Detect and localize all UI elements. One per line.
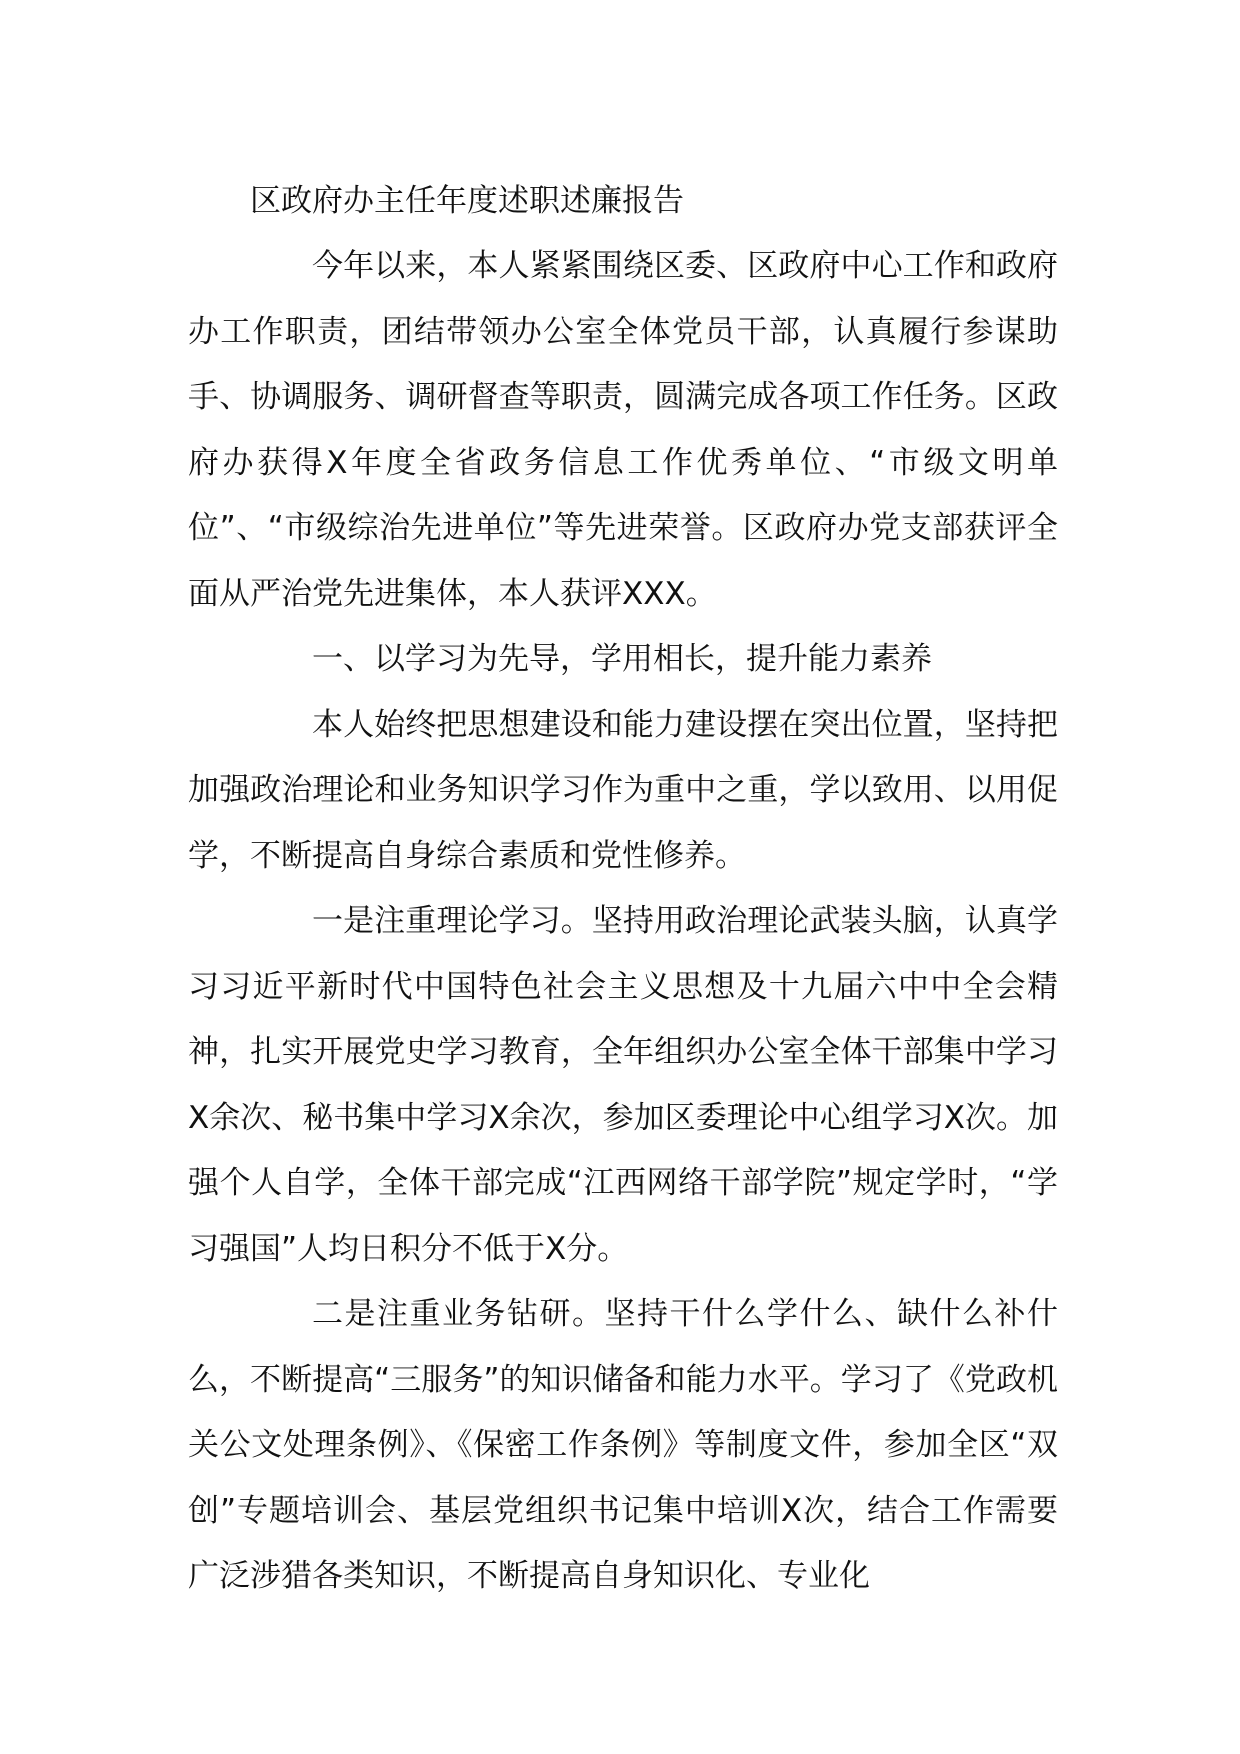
paragraph-intro: 今年以来，本人紧紧围绕区委、区政府中心工作和政府办工作职责，团结带领办公室全体党员干部，认真履行参谋助手、协调服务、调研督查等职责，圆满完成各项工作任务。区政府办获得X年度全省政务信息工作优秀单位、“市级文明单位”、“市级综治先进单位”等先进荣誉。区政府办党支部获评全面从严治党先进集体，本人获评XXX。 xyxy=(188,248,1058,612)
paragraph-section-1: 本人始终把思想建设和能力建设摆在突出位置，坚持把加强政治理论和业务知识学习作为重中之重，学以致用、以用促学，不断提高自身综合素质和党性修养。 xyxy=(188,706,1058,874)
document-body xyxy=(188,168,1058,1610)
section-heading-1: 一、以学习为先导，学用相长，提升能力素养 xyxy=(312,641,932,677)
paragraph-business-study: 二是注重业务钻研。坚持干什么学什么、缺什么补什么，不断提高“三服务”的知识储备和能力水平。学习了《党政机关公文处理条例》、《保密工作条例》等制度文件，参加全区“双创”专题培训会、基层党组织书记集中培训X次，结合工作需要广泛涉猎各类知识，不断提高自身知识化、专业化 xyxy=(188,1296,1058,1594)
document-title: 区政府办主任年度述职述廉报告 xyxy=(250,183,684,219)
paragraph-theory-study: 一是注重理论学习。坚持用政治理论武装头脑，认真学习习近平新时代中国特色社会主义思想及十九届六中中全会精神，扎实开展党史学习教育，全年组织办公室全体干部集中学习X余次、秘书集中学习X余次，参加区委理论中心组学习X次。加强个人自学，全体干部完成“江西网络干部学院”规定学时，“学习强国”人均日积分不低于X分。 xyxy=(188,903,1058,1267)
